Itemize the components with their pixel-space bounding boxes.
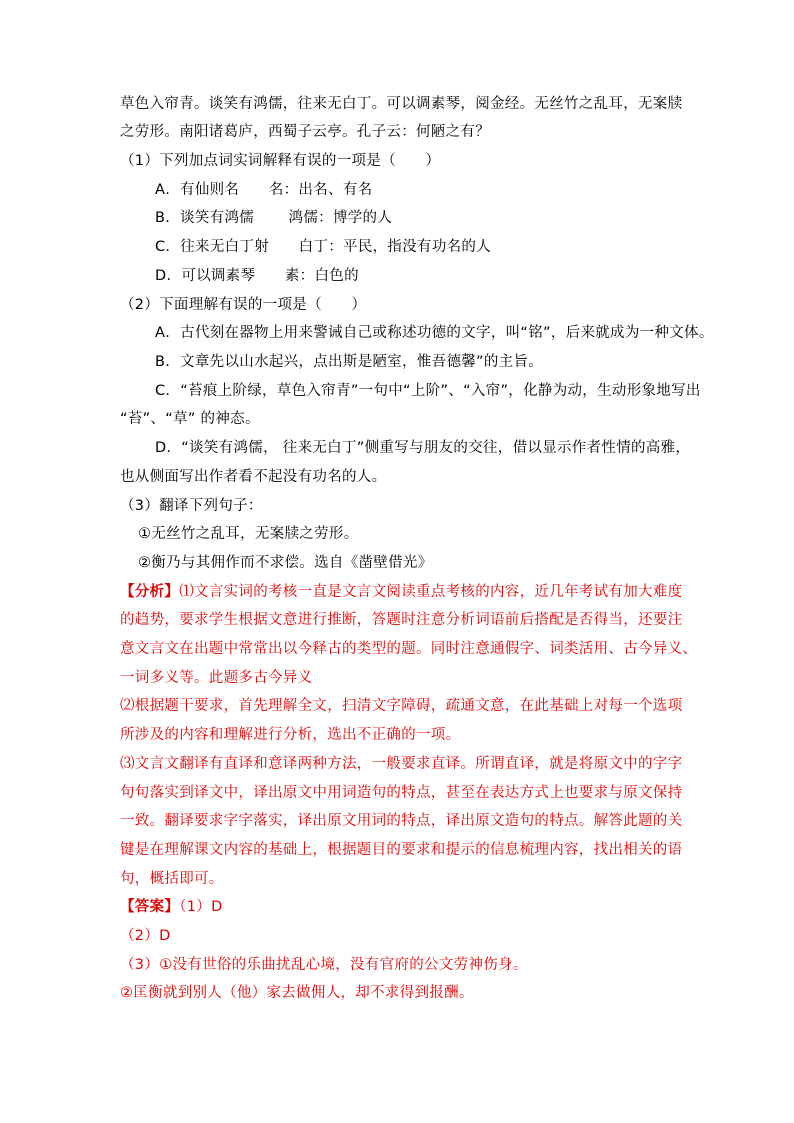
answer-3-sentence-1: ①没有世俗的乐曲扰乱心境，没有官府的公文劳神伤身。 <box>159 957 528 973</box>
question-2-option-c-line-1: C．“苔痕上阶绿，草色入帘青”一句中“上阶”、“入帘”，化静为动，生动形象地写出 <box>155 383 701 399</box>
question-2-option-d-line-1: D．“谈笑有鸿儒， 往来无白丁”侧重写与朋友的交往，借以显示作者性情的高雅， <box>155 440 691 456</box>
answer-2: （2）D <box>120 928 171 944</box>
question-2-stem: （2）下面理解有误的一项是（ ） <box>120 297 367 313</box>
analysis-paragraph-3-line-4: 键是在理解课文内容的基础上，根据题目的要求和提示的信息梳理内容，找出相关的语 <box>120 842 683 858</box>
question-3-sentence-1: ①无丝竹之乱耳，无案牍之劳形。 <box>138 526 359 542</box>
analysis-paragraph-1-line-2: 的趋势，要求学生根据文意进行推断，答题时注意分析词语前后搭配是否得当，还要注 <box>120 612 683 628</box>
question-1-option-b: B．谈笑有鸿儒 鸿儒：博学的人 <box>155 210 393 226</box>
question-2-option-c-line-2: “苔”、“草” 的神态。 <box>120 411 260 427</box>
analysis-paragraph-3-line-3: 一致。翻译要求字字落实，译出原文用词的特点，译出原文造句的特点。解答此题的关 <box>120 813 683 829</box>
analysis-paragraph-3-line-2: 句句落实到译文中，译出原文中用词造句的特点，甚至在表达方式上也要求与原文保持 <box>120 785 683 801</box>
analysis-paragraph-1-line-3: 意文言文在出题中常常出以今释古的类型的题。同时注意通假字、词类活用、古今异义、 <box>120 641 698 657</box>
analysis-paragraph-3-line-1: ⑶文言文翻译有直译和意译两种方法，一般要求直译。所谓直译，就是将原文中的字字 <box>120 756 683 772</box>
answer-tag: 【答案】 <box>120 899 180 915</box>
answer-3-line-1 <box>120 955 528 975</box>
analysis-paragraph-2-line-1: ⑵根据题干要求，首先理解全文，扫清文字障碍，疏通文意，在此基础上对每一个选项 <box>120 698 683 714</box>
question-1-option-a: A．有仙则名 名：出名、有名 <box>155 182 373 198</box>
analysis-paragraph-1-line-1 <box>120 582 682 602</box>
passage-line-2: 之劳形。南阳诸葛庐，西蜀子云亭。孔子云：何陋之有？ <box>120 124 490 140</box>
question-3-stem: （3）翻译下列句子： <box>120 498 263 514</box>
analysis-paragraph-1-line-4: 一词多义等。此题多古今异义 <box>120 670 313 686</box>
question-1-option-c: C．往来无白丁射 白丁：平民，指没有功名的人 <box>155 239 492 255</box>
question-3-sentence-2: ②衡乃与其佣作而不求偿。选自《凿壁借光》 <box>138 555 433 571</box>
analysis-paragraph-3-line-5: 句，概括即可。 <box>120 871 224 887</box>
answer-1: （1）D <box>179 899 223 915</box>
question-2-option-b: B．文章先以山水起兴，点出斯是陋室，惟吾德馨”的主旨。 <box>155 354 544 370</box>
question-1-option-d: D．可以调素琴 素：白色的 <box>155 268 359 284</box>
question-1-stem: （1）下列加点词实词解释有误的一项是（ ） <box>120 153 441 169</box>
analysis-paragraph-2-line-2: 所涉及的内容和理解进行分析，选出不正确的一项。 <box>120 727 461 743</box>
analysis-tag: 【分析】 <box>120 584 180 600</box>
question-2-option-d-line-2: 也从侧面写出作者看不起没有功名的人。 <box>120 469 387 485</box>
answer-3-prefix: （3） <box>120 957 160 973</box>
answer-line-1 <box>120 897 223 917</box>
question-2-option-a: A．古代刻在器物上用来警诫自己或称述功德的文字，叫“铭”，后来就成为一种文体。 <box>155 325 714 341</box>
answer-3-sentence-2: ②匡衡就到别人（他）家去做佣人，却不求得到报酬。 <box>120 985 474 1001</box>
passage-line-1: 草色入帘青。谈笑有鸿儒，往来无白丁。可以调素琴，阅金经。无丝竹之乱耳，无案牍 <box>120 96 683 112</box>
analysis-text: ⑴文言实词的考核一直是文言文阅读重点考核的内容，近几年考试有加大难度 <box>179 584 683 600</box>
